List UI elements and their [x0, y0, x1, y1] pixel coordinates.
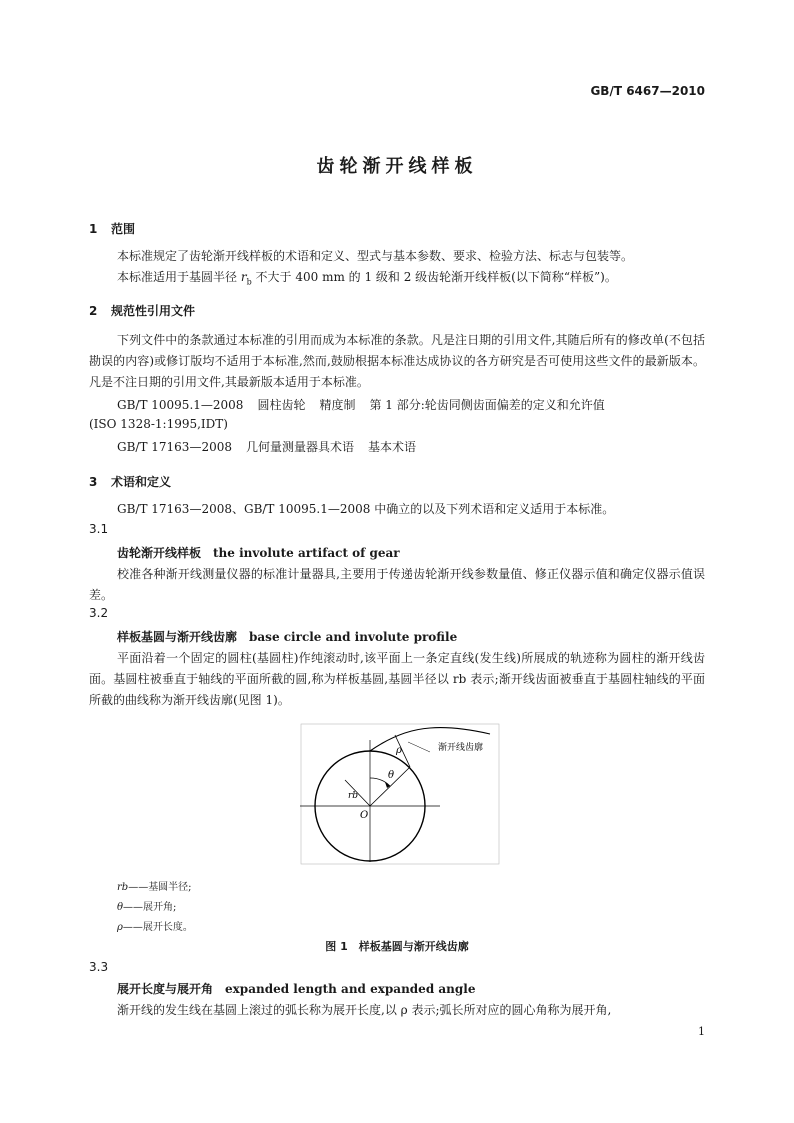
term-3-1-definition: 校准各种渐开线测量仪器的标准计量器具,主要用于传递齿轮渐开线参数量值、修正仪器示值和确定仪器示值误差。 — [89, 567, 705, 602]
term-3-3-definition: 渐开线的发生线在基圆上滚过的弧长称为展开长度,以 ρ 表示;弧长所对应的圆心角称为展开角, — [117, 1003, 612, 1017]
legend-rb: rb——基圆半径; — [117, 882, 192, 893]
section-number: 1 — [89, 222, 98, 236]
term-3-3-heading: 展开长度与展开角 expanded length and expanded angle — [117, 982, 476, 996]
section-3-heading — [89, 473, 171, 490]
rb-symbol: r — [240, 270, 247, 284]
terms-intro: GB/T 17163—2008、GB/T 10095.1—2008 中确立的以及下列术语和定义适用于本标准。 — [117, 502, 615, 516]
origin-label: O — [360, 810, 369, 821]
section-title: 范围 — [111, 222, 136, 236]
term-3-2-definition: 平面沿着一个固定的圆柱(基圆柱)作纯滚动时,该平面上一条定直线(发生线)所展成的轨迹称为圆柱的渐开线齿面。基圆柱被垂直于轴线的平面所截的圆,称为样板基圆,基圆半径以 rb 表示;渐开线齿面被垂直于基圆柱轴线的平面所截的曲线称为渐开线齿廓(见图 1)。 — [89, 651, 705, 707]
scope-paragraph-1: 本标准规定了齿轮渐开线样板的术语和定义、型式与基本参数、要求、检验方法、标志与包装等。 — [117, 249, 634, 263]
legend-rho: ρ——展开长度。 — [117, 922, 193, 933]
figure-1-caption: 图 1 样板基圆与渐开线齿廓 — [325, 940, 469, 953]
section-2-heading — [89, 302, 195, 319]
rho-label: ρ — [396, 745, 402, 756]
standard-number: GB/T 6467—2010 — [590, 84, 705, 98]
section-title: 术语和定义 — [111, 475, 172, 489]
scope-paragraph-2: 本标准适用于基圆半径 $r_b$ 不大于 400 mm 的 1 级和 2 级齿轮渐开线样板(以下简称“样板”)。 — [117, 270, 617, 287]
figure-1-diagram — [290, 720, 510, 870]
normative-references-paragraph: 下列文件中的条款通过本标准的引用而成为本标准的条款。凡是注日期的引用文件,其随后所有的修改单(不包括勘误的内容)或修订版均不适用于本标准,然而,鼓励根据本标准达成协议的各方研究是否可使用这些文件的最新版本。凡是不注日期的引用文件,其最新版本适用于本标准。 — [89, 333, 705, 389]
theta-label: θ — [388, 770, 395, 781]
reference-1: GB/T 10095.1—2008 圆柱齿轮 精度制 第 1 部分:轮齿同侧齿面偏差的定义和允许值 — [117, 398, 605, 412]
page-number: 1 — [698, 1025, 705, 1038]
involute-label: 渐开线齿廓 — [438, 743, 484, 753]
reference-2: GB/T 17163—2008 几何量测量器具术语 基本术语 — [117, 440, 417, 454]
term-3-1-number: 3.1 — [89, 522, 109, 536]
section-1-heading — [89, 220, 135, 237]
term-3-2-number: 3.2 — [89, 606, 109, 620]
section-number: 3 — [89, 475, 98, 489]
section-number: 2 — [89, 304, 98, 318]
section-title: 规范性引用文件 — [111, 304, 196, 318]
legend-theta: θ——展开角; — [117, 902, 177, 913]
reference-1-iso: (ISO 1328-1:1995,IDT) — [89, 417, 228, 431]
term-3-2-heading: 样板基圆与渐开线齿廓 base circle and involute profile — [117, 630, 458, 644]
rb-label: rb — [348, 791, 359, 801]
leader-line — [408, 742, 430, 752]
document-title: 齿轮渐开线样板 — [316, 156, 478, 177]
term-3-3-number: 3.3 — [89, 960, 109, 974]
term-3-1-heading: 齿轮渐开线样板 the involute artifact of gear — [117, 546, 400, 560]
